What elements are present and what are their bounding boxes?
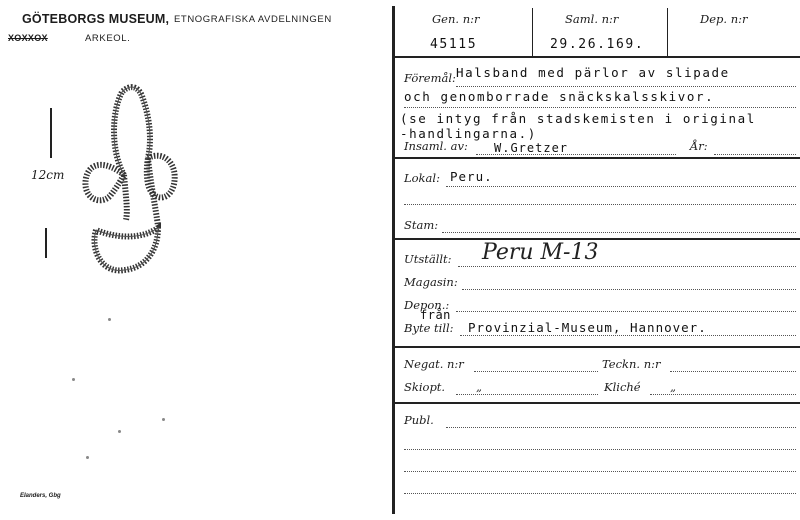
- magasin-label: Magasin:: [404, 275, 458, 289]
- museum-name: GÖTEBORGS MUSEUM,: [22, 12, 170, 26]
- struck-word: XOXXOX: [8, 33, 48, 43]
- insaml-value: W.Gretzer: [494, 141, 569, 155]
- publ-label: Publ.: [404, 413, 434, 427]
- dotted-line: [456, 394, 598, 395]
- foremal-line-3: (se intyg från stadskemisten i original: [400, 111, 756, 126]
- dotted-line: [442, 232, 796, 233]
- rule-after-byte: [394, 346, 800, 348]
- dotted-line: [404, 493, 796, 494]
- scale-line-top: [50, 108, 52, 158]
- dotted-line: [446, 427, 796, 428]
- byte-value: Provinzial-Museum, Hannover.: [468, 320, 707, 335]
- foremal-label: Föremål:: [404, 71, 456, 85]
- foremal-line-1: Halsband med pärlor av slipade: [456, 65, 730, 80]
- rule-after-skiopt: [394, 402, 800, 404]
- paper-speck: [108, 318, 111, 321]
- skiopt-label: Skiopt.: [404, 380, 446, 394]
- byte-label: Byte till:: [404, 321, 454, 335]
- dotted-line: [462, 289, 796, 290]
- scale-line-bottom: [45, 228, 47, 258]
- dotted-line: [404, 449, 796, 450]
- ar-label: År:: [690, 139, 708, 153]
- saml-number: 29.26.169.: [550, 37, 645, 52]
- rule-after-insaml: [394, 157, 800, 159]
- dotted-line: [476, 154, 676, 155]
- card-left-border: [392, 6, 395, 514]
- dotted-line: [404, 204, 796, 205]
- lokal-label: Lokal:: [404, 171, 440, 185]
- teckn-label: Teckn. n:r: [602, 357, 661, 371]
- utstallt-value: Peru M-13: [482, 240, 599, 265]
- header-rule: [394, 56, 800, 58]
- dotted-line: [456, 311, 796, 312]
- gen-label: Gen. n:r: [432, 12, 480, 26]
- dotted-line: [446, 186, 796, 187]
- paper-speck: [72, 378, 75, 381]
- dotted-line: [458, 266, 796, 267]
- printer-imprint: Elanders, Gbg: [20, 493, 61, 499]
- dotted-line: [460, 335, 796, 336]
- kliche-value: „: [670, 380, 676, 394]
- insaml-label: Insaml. av:: [404, 139, 468, 153]
- header-divider-1: [532, 8, 533, 56]
- skiopt-value: „: [476, 380, 482, 394]
- paper-speck: [162, 418, 165, 421]
- sub-department: ARKEOL.: [85, 33, 131, 44]
- necklace-sketch: [60, 80, 200, 280]
- dotted-line: [404, 471, 796, 472]
- paper-speck: [118, 430, 121, 433]
- dotted-line: [650, 394, 796, 395]
- dotted-line: [456, 86, 796, 87]
- depon-label: Depon.:: [404, 298, 450, 312]
- foremal-line-4: -handlingarna.): [400, 126, 537, 141]
- stam-label: Stam:: [404, 218, 439, 232]
- paper-speck: [86, 456, 89, 459]
- header-divider-2: [667, 8, 668, 56]
- foremal-line-2: och genomborrade snäckskalsskivor.: [404, 89, 715, 104]
- dotted-line: [474, 371, 598, 372]
- lokal-value: Peru.: [450, 169, 493, 184]
- negat-label: Negat. n:r: [404, 357, 464, 371]
- kliche-label: Kliché: [604, 380, 641, 394]
- byte-insert: från: [420, 308, 451, 322]
- dep-label: Dep. n:r: [700, 12, 748, 26]
- size-note: 12cm: [31, 168, 65, 182]
- dotted-line: [714, 154, 796, 155]
- department-name: ETNOGRAFISKA AVDELNINGEN: [174, 14, 332, 25]
- utstallt-label: Utställt:: [404, 252, 452, 266]
- dotted-line: [404, 107, 796, 108]
- dotted-line: [670, 371, 796, 372]
- gen-number: 45115: [430, 37, 478, 52]
- saml-label: Saml. n:r: [565, 12, 619, 26]
